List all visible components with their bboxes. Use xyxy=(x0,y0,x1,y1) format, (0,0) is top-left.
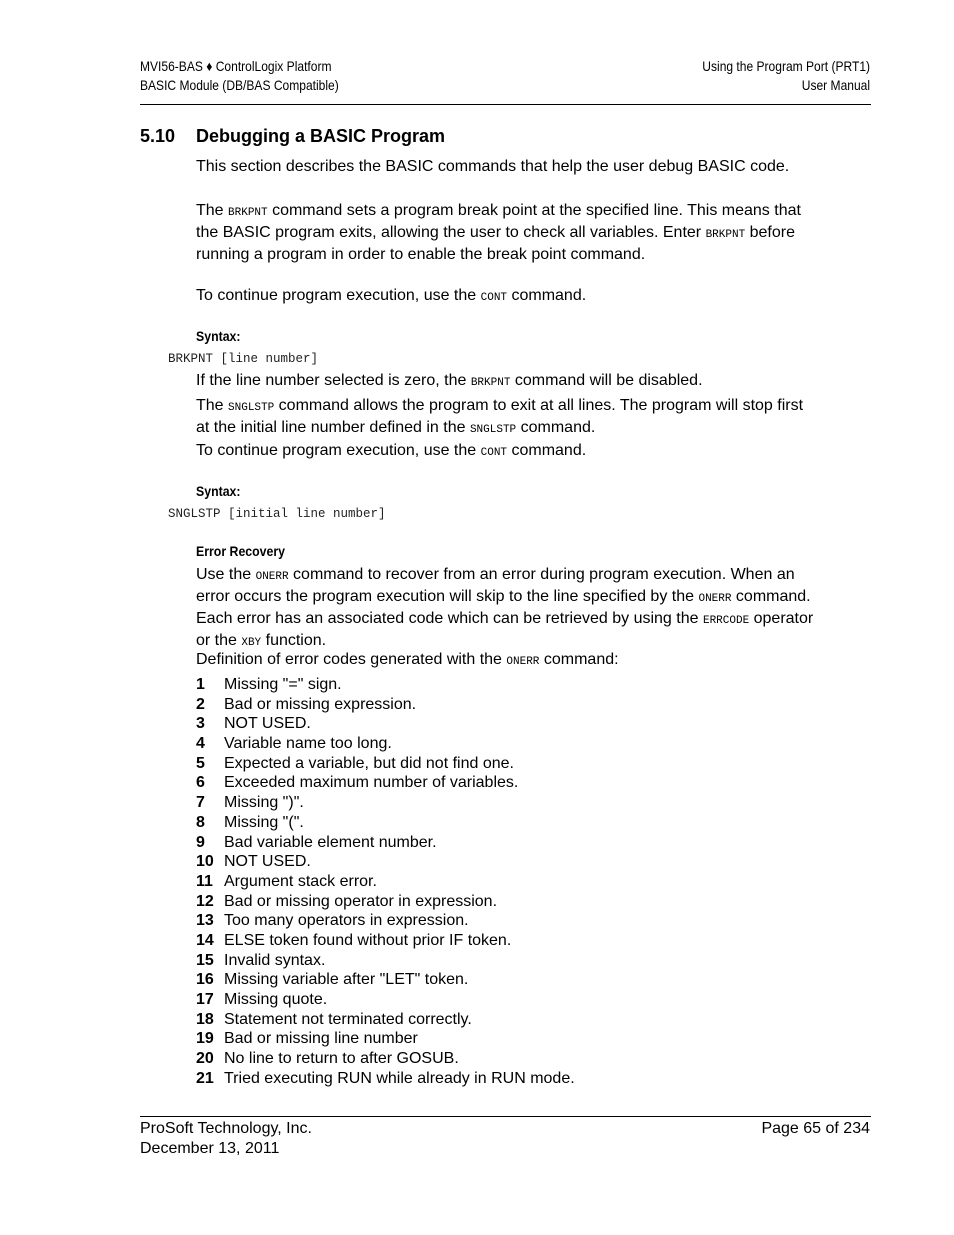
error-code-number: 17 xyxy=(196,991,214,1008)
intro-paragraph: This section describes the BASIC commands that help the user debug BASIC code. xyxy=(196,158,790,175)
error-code-number: 11 xyxy=(196,872,213,890)
error-code-text: Expected a variable, but did not find one. xyxy=(224,754,514,772)
error-code-text: ELSE token found without prior IF token. xyxy=(224,931,512,949)
error-code-text: Exceeded maximum number of variables. xyxy=(224,774,519,792)
error-code-number: 14 xyxy=(196,931,214,949)
inline-command: ONERR xyxy=(255,571,289,583)
footer-page-number: Page 65 of 234 xyxy=(761,1120,870,1137)
error-code-list xyxy=(196,675,575,1088)
syntax-code-brkpnt: BRKPNT [line number] xyxy=(168,352,319,366)
error-code-text: Missing "=" sign. xyxy=(224,676,342,693)
syntax-label-2: Syntax: xyxy=(196,483,241,499)
error-code-text: Missing "(". xyxy=(224,813,304,831)
error-code-text: Bad or missing expression. xyxy=(224,695,417,713)
inline-command: XBY xyxy=(241,637,262,649)
inline-command: CONT xyxy=(480,292,508,304)
error-code-text: Missing variable after "LET" token. xyxy=(224,971,469,989)
error-code-text: Too many operators in expression. xyxy=(224,912,469,930)
list-item xyxy=(196,1010,575,1030)
header-product: MVI56-BAS ♦ ControlLogix Platform xyxy=(140,58,332,74)
list-item xyxy=(196,793,575,813)
list-item xyxy=(196,872,575,892)
header-divider xyxy=(140,104,871,105)
list-item xyxy=(196,1069,575,1089)
list-item xyxy=(196,892,575,912)
error-code-text: Variable name too long. xyxy=(224,735,392,753)
error-code-number: 20 xyxy=(196,1050,214,1068)
error-code-number: 16 xyxy=(196,971,214,989)
error-code-text: No line to return to after GOSUB. xyxy=(224,1050,459,1068)
onerr-paragraph: Use the ONERR command to recover from an error during program execution. When an error occurs the program execution will skip to the line specified by the ONERR command. Each error has an associated code which can be retrieved by using the ERRCODE operator or the XBY function. xyxy=(196,566,814,649)
header-chapter: Using the Program Port (PRT1) xyxy=(702,58,870,74)
list-item xyxy=(196,970,575,990)
error-code-number: 4 xyxy=(196,735,205,753)
list-item xyxy=(196,754,575,774)
error-code-number: 5 xyxy=(196,754,205,772)
inline-command: SNGLSTP xyxy=(469,424,517,436)
inline-command: BRKPNT xyxy=(228,207,268,219)
header-doc-type: User Manual xyxy=(801,77,870,93)
continue-paragraph: To continue program execution, use the CONT command. xyxy=(196,287,587,304)
section-title: Debugging a BASIC Program xyxy=(196,126,446,146)
error-code-number: 21 xyxy=(196,1069,214,1087)
footer-company: ProSoft Technology, Inc. xyxy=(140,1120,312,1137)
error-code-text: Argument stack error. xyxy=(224,872,377,890)
list-item xyxy=(196,1049,575,1069)
error-code-number: 6 xyxy=(196,774,205,792)
continue-paragraph-2: To continue program execution, use the CONT command. xyxy=(196,442,587,459)
list-item xyxy=(196,911,575,931)
footer-date: December 13, 2011 xyxy=(140,1140,280,1157)
running-header-right xyxy=(702,57,870,95)
error-code-text: Bad variable element number. xyxy=(224,833,437,851)
list-item xyxy=(196,695,575,715)
error-code-number: 10 xyxy=(196,853,214,871)
error-code-text: NOT USED. xyxy=(224,853,311,871)
error-recovery-heading: Error Recovery xyxy=(196,543,286,559)
error-code-number: 13 xyxy=(196,912,214,930)
error-code-text: Statement not terminated correctly. xyxy=(224,1010,472,1028)
error-code-number: 15 xyxy=(196,951,214,969)
error-code-text: Missing quote. xyxy=(224,991,328,1008)
error-code-number: 12 xyxy=(196,892,214,910)
definition-paragraph: Definition of error codes generated with the ONERR command: xyxy=(196,651,619,668)
inline-command: ERRCODE xyxy=(702,615,750,627)
list-item xyxy=(196,852,575,872)
error-code-number: 9 xyxy=(196,833,205,851)
error-code-number: 2 xyxy=(196,695,205,713)
snglstp-paragraph: The SNGLSTP command allows the program to exit at all lines. The program will stop first at the initial line number defined in the SNGLSTP command. xyxy=(196,397,804,436)
error-code-number: 18 xyxy=(196,1010,214,1028)
error-code-text: Bad or missing operator in expression. xyxy=(224,892,498,910)
list-item xyxy=(196,813,575,833)
error-code-number: 8 xyxy=(196,813,205,831)
inline-command: ONERR xyxy=(698,593,732,605)
inline-command: BRKPNT xyxy=(470,377,511,389)
error-code-number: 3 xyxy=(196,715,205,733)
syntax-label: Syntax: xyxy=(196,328,241,344)
list-item xyxy=(196,951,575,971)
list-item xyxy=(196,734,575,754)
section-heading xyxy=(140,125,445,147)
inline-command: BRKPNT xyxy=(705,229,746,241)
error-code-text: Invalid syntax. xyxy=(224,951,326,969)
list-item xyxy=(196,1029,575,1049)
error-code-text: Bad or missing line number xyxy=(224,1030,418,1048)
list-item xyxy=(196,714,575,734)
inline-command: ONERR xyxy=(506,656,540,668)
list-item xyxy=(196,833,575,853)
list-item xyxy=(196,931,575,951)
list-item xyxy=(196,773,575,793)
error-code-number: 7 xyxy=(196,794,205,812)
inline-command: CONT xyxy=(480,447,508,459)
brkpnt-paragraph: The BRKPNT command sets a program break point at the specified line. This means that the BASIC program exits, allowing the user to check all variables. Enter BRKPNT before running a program in order to enable the break point command. xyxy=(196,202,801,263)
error-code-text: Tried executing RUN while already in RUN mode. xyxy=(224,1069,575,1087)
footer-left xyxy=(140,1119,312,1159)
error-code-number: 1 xyxy=(196,676,205,693)
running-header-left xyxy=(140,57,339,95)
list-item xyxy=(196,990,575,1010)
inline-command: SNGLSTP xyxy=(228,402,275,414)
error-code-text: NOT USED. xyxy=(224,715,311,733)
error-code-number: 19 xyxy=(196,1030,214,1048)
list-item xyxy=(196,675,575,695)
section-number: 5.10 xyxy=(140,126,176,146)
header-module: BASIC Module (DB/BAS Compatible) xyxy=(140,77,339,93)
syntax-code-snglstp: SNGLSTP [initial line number] xyxy=(168,507,386,521)
error-code-text: Missing ")". xyxy=(224,794,304,812)
footer-divider xyxy=(140,1116,871,1117)
zero-line-paragraph: If the line number selected is zero, the BRKPNT command will be disabled. xyxy=(196,372,703,389)
